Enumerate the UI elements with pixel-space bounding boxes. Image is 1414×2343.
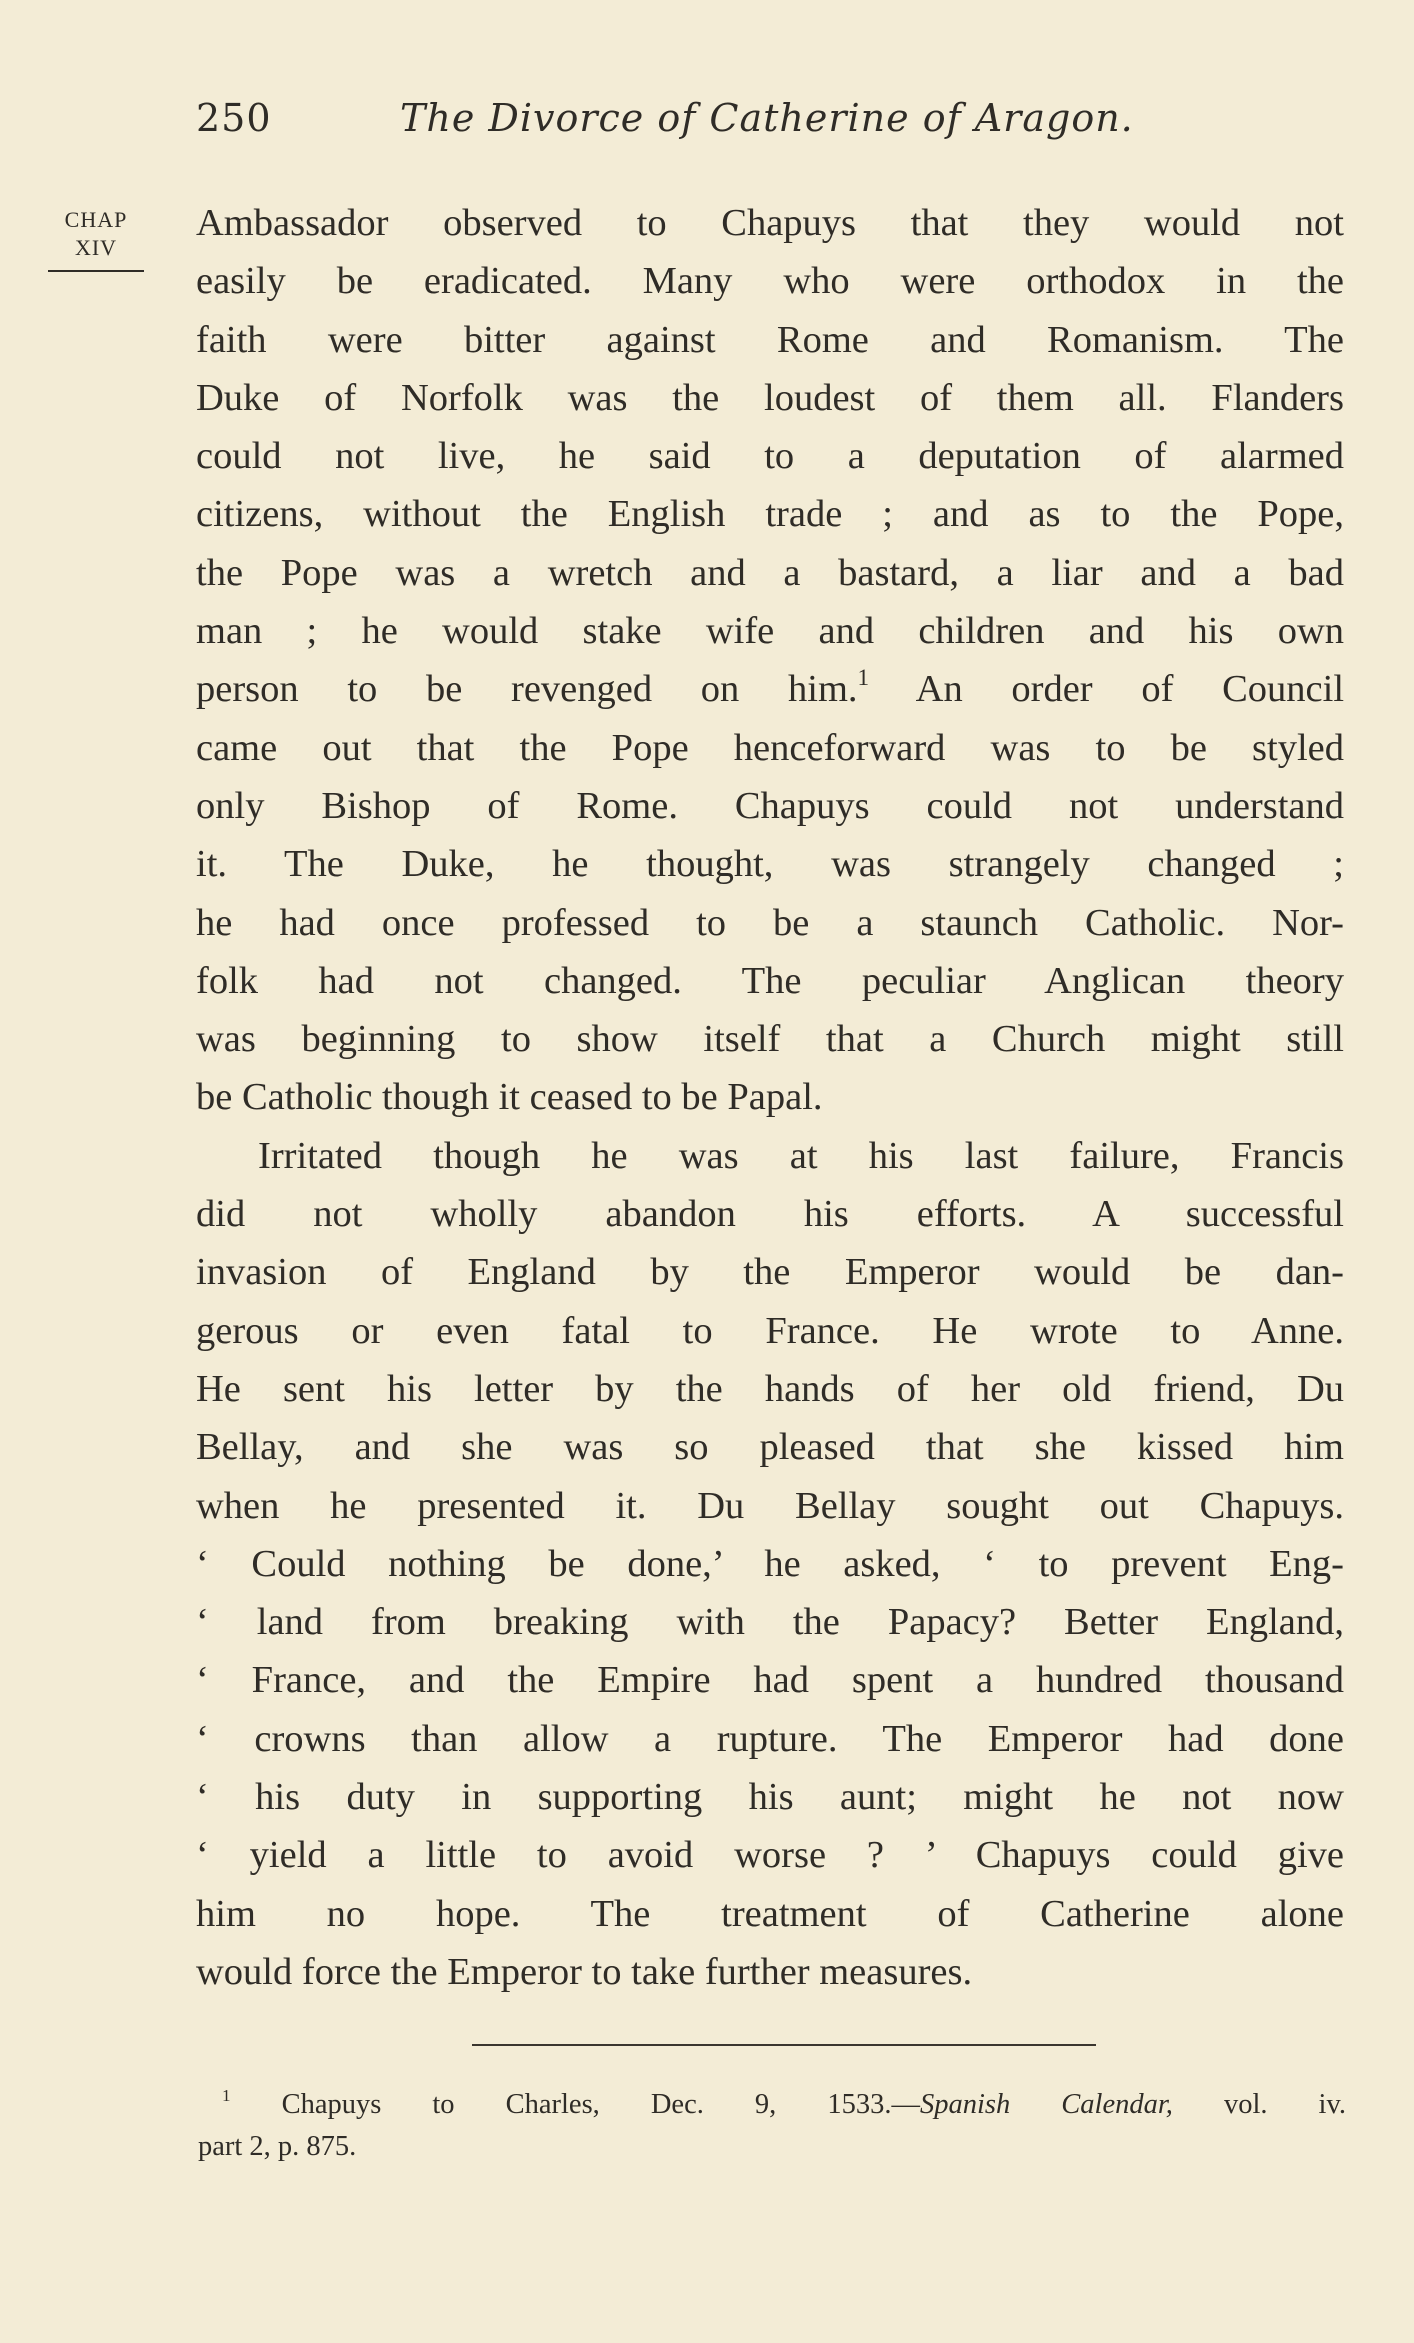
text-line: Ambassador observed to Chapuys that they would not	[196, 202, 1344, 244]
text-line: easily be eradicated. Many who were orthodox in the	[196, 260, 1344, 303]
text-line: him no hope. The treatment of Catherine alone	[196, 1892, 1344, 1935]
footnote-divider	[472, 2044, 1096, 2046]
page-header	[196, 96, 1346, 156]
chapter-margin-note	[46, 206, 146, 272]
text-line: be Catholic though it ceased to be Papal.	[196, 1076, 823, 1119]
footnote-marker: 1	[222, 2086, 231, 2106]
text-line: was beginning to show itself that a Church might still	[196, 1018, 1344, 1061]
text-line: ‘ yield a little to avoid worse ? ’ Chapuys could give	[196, 1834, 1344, 1877]
text-line: did not wholly abandon his efforts. A successful	[196, 1193, 1344, 1236]
text-line: ‘ his duty in supporting his aunt; might he not now	[196, 1776, 1344, 1819]
text-line: ‘ France, and the Empire had spent a hundred thousand	[196, 1659, 1344, 1702]
footnote-reference: 1	[857, 664, 870, 691]
text-line: ‘ crowns than allow a rupture. The Emperor had done	[196, 1717, 1344, 1760]
text-line: faith were bitter against Rome and Romanism. The	[196, 318, 1344, 361]
text-line: could not live, he said to a deputation of alarmed	[196, 435, 1344, 478]
text-line-with-footnote-ref	[196, 660, 1344, 718]
text-line: it. The Duke, he thought, was strangely changed ;	[196, 843, 1344, 886]
text-line: only Bishop of Rome. Chapuys could not understand	[196, 784, 1344, 827]
text-line: would force the Emperor to take further measures.	[196, 1950, 973, 1993]
footnote-text: Chapuys to Charles, Dec. 9, 1533.—	[230, 2089, 920, 2120]
paragraph-start-line: Irritated though he was at his last failure, Francis	[258, 1134, 1344, 1177]
chapter-label: CHAP	[64, 207, 128, 232]
text-line: he had once professed to be a staunch Catholic. Nor-	[196, 901, 1344, 944]
text-line-head: person to be revenged on him.	[196, 668, 858, 711]
footnote-line: part 2, p. 875.	[198, 2131, 357, 2162]
text-line: gerous or even fatal to France. He wrote to Anne.	[196, 1309, 1344, 1352]
footnote-line	[222, 2084, 1346, 2126]
text-line: Bellay, and she was so pleased that she kissed him	[196, 1426, 1344, 1469]
text-line: man ; he would stake wife and children and his own	[196, 610, 1344, 653]
text-line: Duke of Norfolk was the loudest of them all. Flanders	[196, 376, 1344, 419]
text-line: He sent his letter by the hands of her old friend, Du	[196, 1367, 1344, 1410]
page-number: 250	[196, 96, 272, 140]
text-line-tail: An order of Council	[869, 668, 1345, 711]
chapter-number: XIV	[74, 235, 118, 260]
footnote-volume: vol. iv.	[1172, 2089, 1346, 2120]
text-line: when he presented it. Du Bellay sought out Chapuys.	[196, 1484, 1344, 1527]
body-text	[196, 194, 1344, 2001]
text-line: invasion of England by the Emperor would be dan-	[196, 1251, 1344, 1294]
footnote	[198, 2084, 1346, 2168]
margin-rule	[48, 270, 144, 272]
text-line: ‘ land from breaking with the Papacy? Better England,	[196, 1601, 1344, 1644]
text-line: folk had not changed. The peculiar Anglican theory	[196, 959, 1344, 1002]
text-line: the Pope was a wretch and a bastard, a liar and a bad	[196, 551, 1344, 594]
running-title: The Divorce of Catherine of Aragon.	[400, 96, 1134, 140]
text-line: came out that the Pope henceforward was to be styled	[196, 726, 1344, 769]
text-line: citizens, without the English trade ; and as to the Pope,	[196, 493, 1344, 536]
text-line: ‘ Could nothing be done,’ he asked, ‘ to prevent Eng-	[196, 1542, 1344, 1585]
footnote-source-title: Spanish Calendar,	[919, 2089, 1173, 2120]
